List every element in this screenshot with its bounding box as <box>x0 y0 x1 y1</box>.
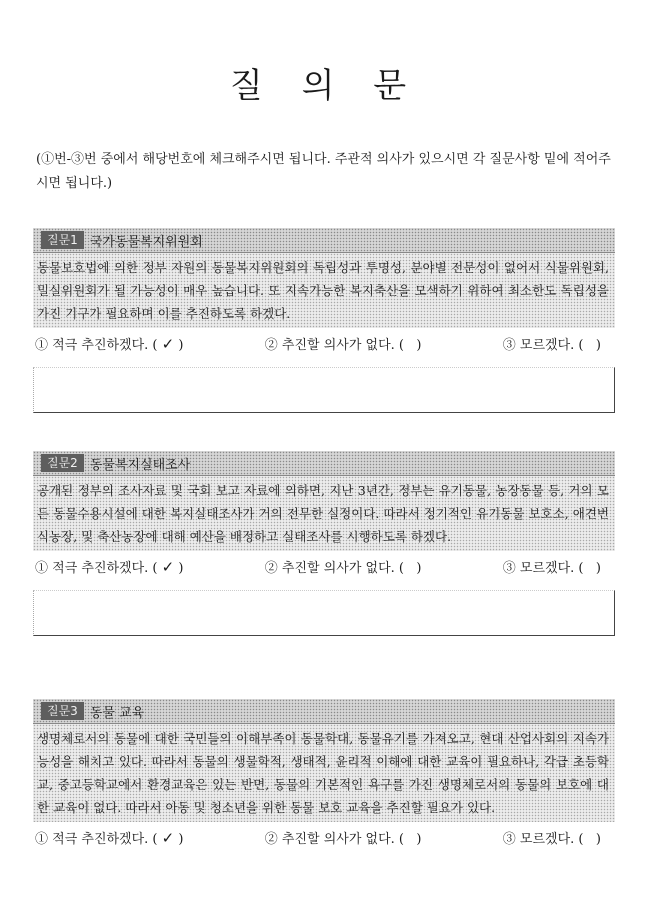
question-description: 공개된 정부의 조사자료 및 국회 보고 자료에 의하면, 지난 3년간, 정부는 유기동물, 농장동물 등, 거의 모든 동물수용시설에 대한 복지실태조사가 거의 전무한 실정이다. 따라서 정기적인 유기동물 보호소, 애견번식농장, 및 축산농장에 대해 예산을 배정하고 실태조사를 시행하도록 하겠다. <box>33 476 615 551</box>
answer-options <box>33 822 615 847</box>
option-3[interactable]: ③ 모르겠다. ( ) <box>502 561 601 576</box>
question-title: 국가동물복지위원회 <box>89 234 203 250</box>
question-1 <box>33 228 615 413</box>
answer-options <box>33 551 615 576</box>
question-number-badge: 질문1 <box>41 231 84 249</box>
option-3[interactable]: ③ 모르겠다. ( ) <box>502 832 601 847</box>
option-2[interactable]: ② 추진할 의사가 없다. ( ) <box>264 338 422 353</box>
question-header <box>33 451 615 476</box>
option-2[interactable]: ② 추진할 의사가 없다. ( ) <box>264 561 422 576</box>
option-1[interactable]: ① 적극 추진하겠다. ( ✓ ) <box>35 558 184 576</box>
question-description: 동물보호법에 의한 정부 자원의 동물복지위원회의 독립성과 투명성, 분야별 전문성이 없어서 식물위원회, 밀실위원회가 될 가능성이 매우 높습니다. 또 지속가능한 복지축산을 모색하기 위하여 최소한도 독립성을 가진 기구가 필요하며 이를 추진하도록 하겠다. <box>33 253 615 328</box>
comment-box[interactable] <box>33 367 615 413</box>
question-description: 생명체로서의 동물에 대한 국민들의 이해부족이 동물학대, 동물유기를 가져오고, 현대 산업사회의 지속가능성을 해치고 있다. 따라서 동물의 생물학적, 생태적, 윤리적 이해에 대한 교육이 필요하나, 각급 초등학교, 중고등학교에서 환경교육은 있는 반면, 동물의 기본적인 욕구를 가진 생명체로서의 동물의 보호에 대한 교육이 없다. 따라서 아동 및 청소년을 위한 동물 보호 교육을 추진할 필요가 있다. <box>33 724 615 822</box>
question-number-badge: 질문2 <box>41 454 84 472</box>
question-2 <box>33 451 615 636</box>
question-title: 동물복지실태조사 <box>89 457 191 473</box>
instructions: (①번-③번 중에서 해당번호에 체크해주시면 됩니다. 주관적 의사가 있으시면 각 질문사항 밑에 적어주시면 됩니다.) <box>36 152 611 191</box>
question-number-badge: 질문3 <box>41 702 84 720</box>
option-3[interactable]: ③ 모르겠다. ( ) <box>502 338 601 353</box>
option-1[interactable]: ① 적극 추진하겠다. ( ✓ ) <box>35 829 184 847</box>
check-mark-icon: ✓ <box>161 558 175 576</box>
answer-options <box>33 328 615 353</box>
comment-box[interactable] <box>33 590 615 636</box>
check-mark-icon: ✓ <box>161 335 175 353</box>
question-header <box>33 699 615 724</box>
option-1[interactable]: ① 적극 추진하겠다. ( ✓ ) <box>35 335 184 353</box>
check-mark-icon: ✓ <box>161 829 175 847</box>
question-3 <box>33 699 615 847</box>
option-2[interactable]: ② 추진할 의사가 없다. ( ) <box>264 832 422 847</box>
question-header <box>33 228 615 253</box>
question-title: 동물 교육 <box>89 705 145 721</box>
page-title: 질 의 문 <box>229 66 421 106</box>
